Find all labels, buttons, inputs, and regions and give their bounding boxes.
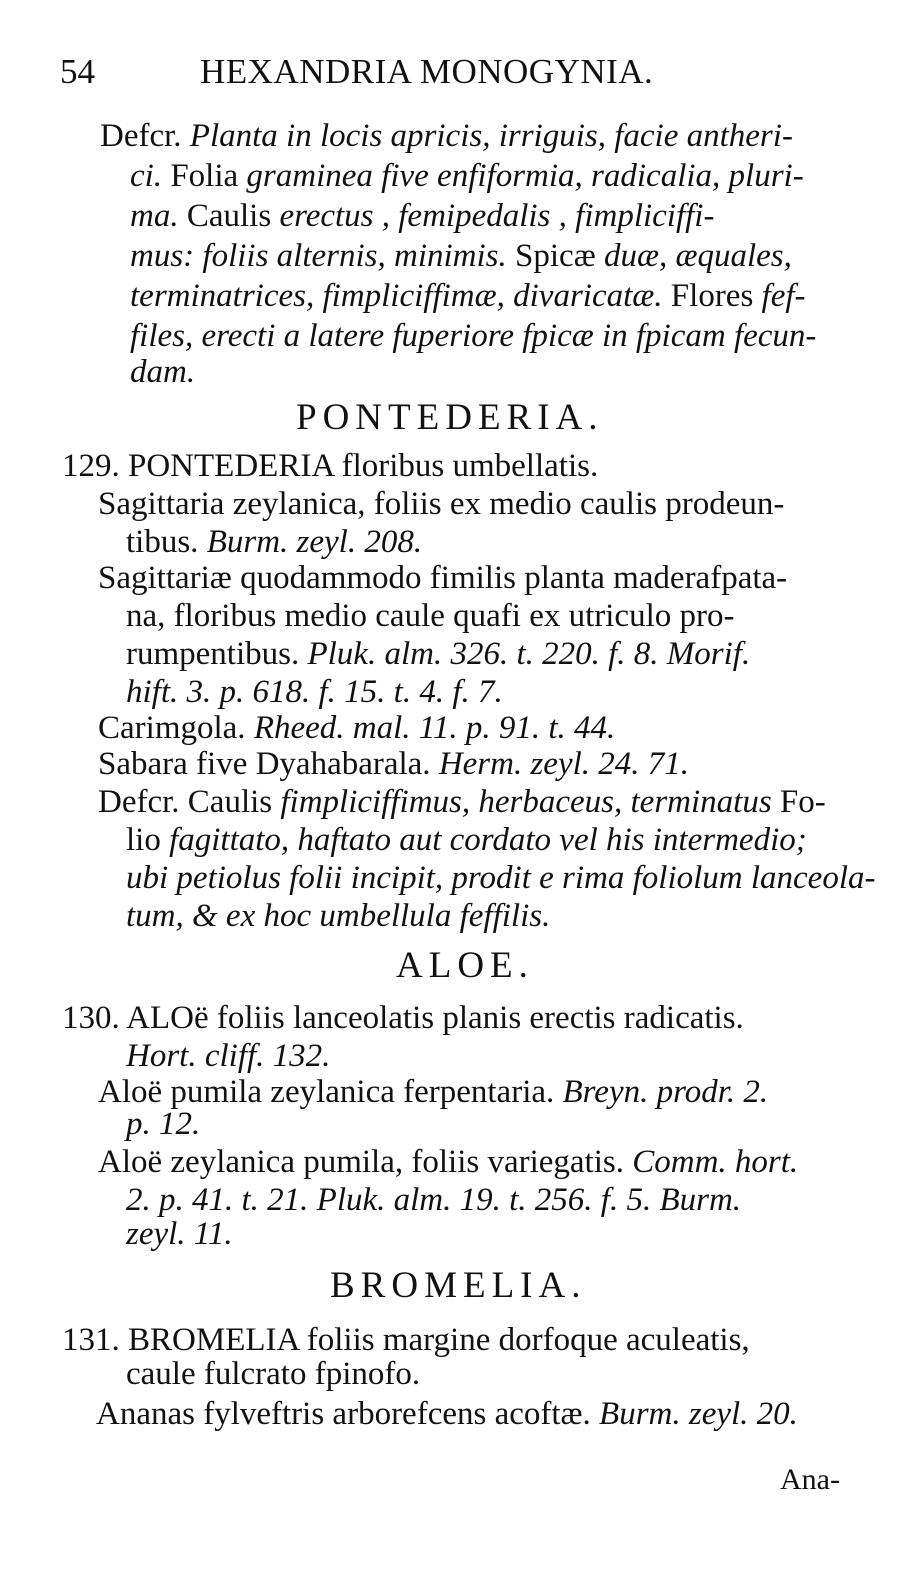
- text-line: zeyl. 11.: [126, 1216, 233, 1252]
- text-line: Hort. cliff. 132.: [126, 1038, 331, 1074]
- text-line: rumpentibus. Pluk. alm. 326. t. 220. f. 8. Morif.: [126, 636, 751, 672]
- text-line: tibus. Burm. zeyl. 208.: [126, 524, 423, 560]
- text-line: Carimgola. Rheed. mal. 11. p. 91. t. 44.: [98, 710, 616, 746]
- text-line: Ananas fylveftris arborefcens acoftæ. Burm. zeyl. 20.: [96, 1396, 798, 1432]
- text-line: Defcr. Planta in locis apricis, irriguis, facie antheri-: [100, 118, 793, 154]
- text-line: terminatrices, fimpliciffimæ, divaricatæ. Flores fef-: [130, 278, 806, 314]
- text-line: dam.: [130, 354, 196, 390]
- text-line: Defcr. Caulis fimpliciffimus, herbaceus, terminatus Fo-: [98, 784, 826, 820]
- text-line: tum, & ex hoc umbellula feffilis.: [126, 898, 551, 934]
- text-line: Sabara five Dyahabarala. Herm. zeyl. 24. 71.: [98, 746, 690, 782]
- section-heading: PONTEDERIA.: [296, 397, 604, 438]
- section-heading: ALOE.: [396, 945, 534, 986]
- text-line: Sagittaria zeylanica, foliis ex medio caulis prodeun-: [98, 486, 785, 522]
- text-line: Sagittariæ quodammodo fimilis planta maderafpata-: [98, 560, 788, 596]
- text-line: p. 12.: [126, 1106, 201, 1142]
- running-title: HEXANDRIA MONOGYNIA.: [200, 52, 654, 91]
- page-number: 54: [60, 52, 95, 91]
- text-line: Aloë pumila zeylanica ferpentaria. Breyn. prodr. 2.: [98, 1074, 769, 1110]
- species-entry: 130. ALOë foliis lanceolatis planis erectis radicatis.: [62, 1000, 744, 1036]
- running-head: [60, 52, 653, 92]
- text-line: files, erecti a latere fuperiore fpicæ in fpicam fecun-: [130, 318, 817, 354]
- text-line: ubi petiolus folii incipit, prodit e rima foliolum lanceola-: [126, 860, 876, 896]
- text-line: 2. p. 41. t. 21. Pluk. alm. 19. t. 256. f. 5. Burm.: [126, 1182, 742, 1218]
- section-heading: BROMELIA.: [330, 1265, 587, 1306]
- text-line: ci. Folia graminea five enfiformia, radicalia, pluri-: [130, 158, 804, 194]
- text-line: hift. 3. p. 618. f. 15. t. 4. f. 7.: [126, 674, 503, 710]
- text-line: Aloë zeylanica pumila, foliis variegatis. Comm. hort.: [98, 1144, 799, 1180]
- text-line: mus: foliis alternis, minimis. Spicæ duæ, æquales,: [130, 238, 792, 274]
- text-line: lio fagittato, haftato aut cordato vel his intermedio;: [126, 822, 807, 858]
- text-line: na, floribus medio caule quafi ex utriculo pro-: [126, 598, 735, 634]
- species-entry: 131. BROMELIA foliis margine dorfoque aculeatis,: [62, 1322, 750, 1358]
- text-line: ma. Caulis erectus , femipedalis , fimpliciffi-: [130, 198, 715, 234]
- text-line: caule fulcrato fpinofo.: [126, 1356, 421, 1392]
- species-entry: 129. PONTEDERIA floribus umbellatis.: [62, 448, 599, 484]
- catchword: Ana-: [780, 1463, 840, 1496]
